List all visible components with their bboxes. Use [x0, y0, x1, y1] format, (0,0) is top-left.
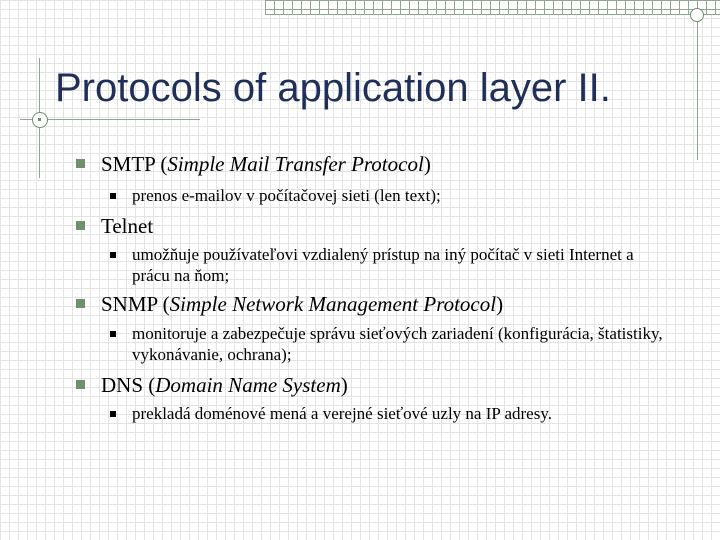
sub-item-text: monitoruje a zabezpečuje správu sieťových zariadení (konfigurácia, štatistiky, vykonávanie, ochrana); [132, 324, 663, 364]
small-square-bullet-icon [110, 331, 116, 337]
square-bullet-icon [76, 221, 85, 230]
bullet-text: Telnet [101, 214, 154, 238]
sub-item-text: prekladá doménové mená a verejné sieťové uzly na IP adresy. [132, 404, 552, 423]
square-bullet-icon [76, 299, 85, 308]
bullet-text: DNS (Domain Name System) [101, 373, 348, 397]
square-bullet-icon [76, 159, 85, 168]
sub-item-text: umožňuje používateľovi vzdialený prístup na iný počítač v sieti Internet a prácu na ňom; [132, 245, 634, 285]
bullet-text: SNMP (Simple Network Management Protocol) [101, 292, 504, 316]
square-bullet-icon [76, 380, 85, 389]
small-square-bullet-icon [110, 252, 116, 258]
bullet-text: SMTP (Simple Mail Transfer Protocol) [101, 152, 431, 176]
sub-item-text: prenos e-mailov v počítačovej sieti (len text); [132, 186, 441, 205]
small-square-bullet-icon [110, 411, 116, 417]
slide-title: Protocols of application layer II. [55, 66, 611, 110]
small-square-bullet-icon [110, 193, 116, 199]
